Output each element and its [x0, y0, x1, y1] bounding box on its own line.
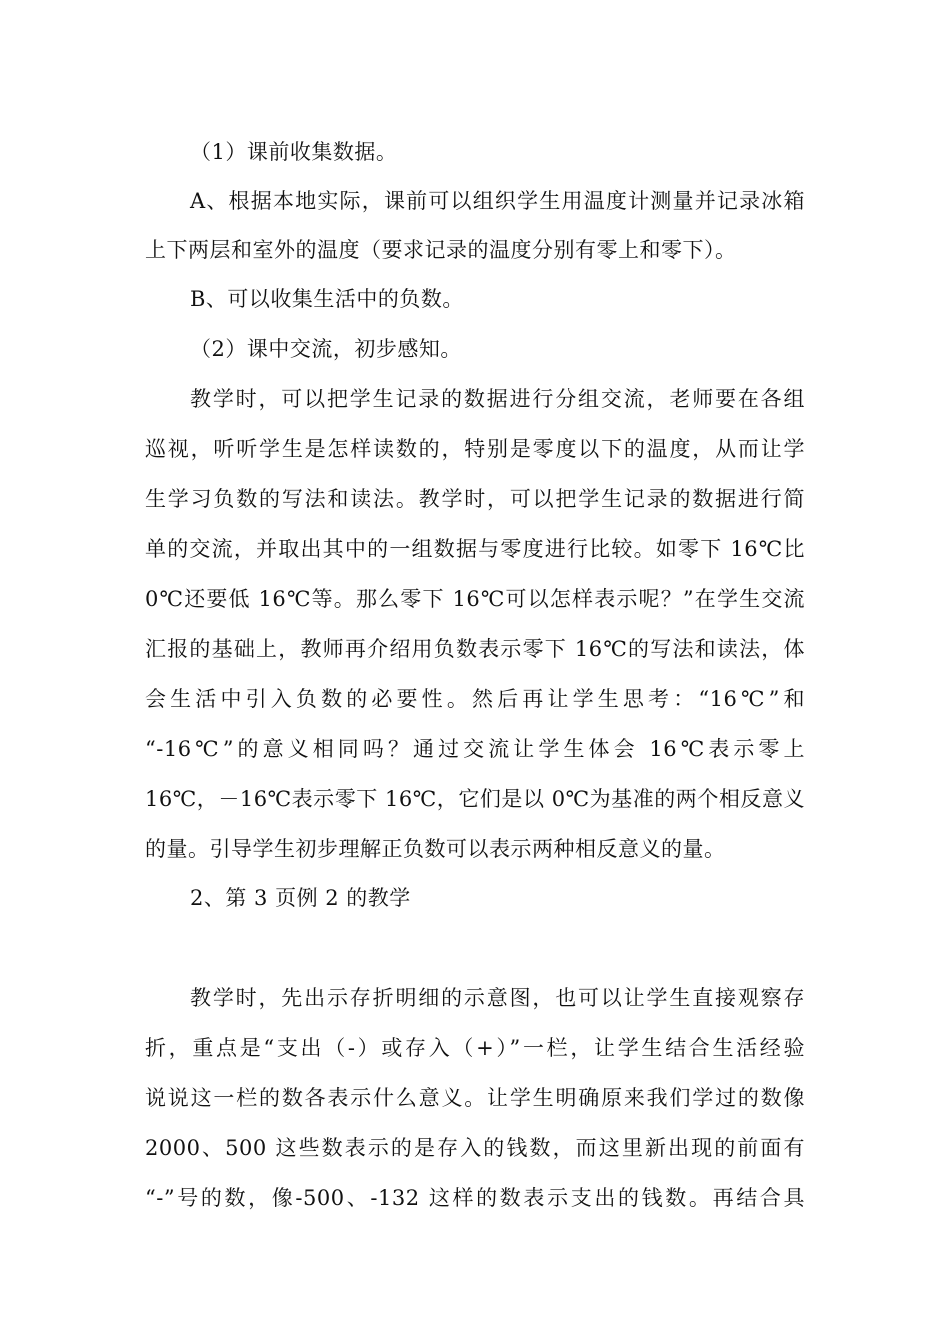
text-line: “-”号的数，像-500、-132 这样的数表示支出的钱数。再结合具	[145, 1186, 805, 1210]
text-line: 汇报的基础上，教师再介绍用负数表示零下 16℃的写法和读法，体	[145, 637, 805, 661]
text-line: 巡视，听听学生是怎样读数的，特别是零度以下的温度，从而让学	[145, 437, 805, 461]
text-line: 0℃还要低 16℃等。那么零下 16℃可以怎样表示呢？”在学生交流	[145, 587, 805, 611]
text-line: 教学时，可以把学生记录的数据进行分组交流，老师要在各组	[190, 387, 805, 411]
text-line: 2000、500 这些数表示的是存入的钱数，而这里新出现的前面有	[145, 1136, 805, 1160]
text-line: 单的交流，并取出其中的一组数据与零度进行比较。如零下 16℃比	[145, 537, 805, 561]
text-line: （1）课前收集数据。	[190, 140, 398, 164]
text-line: 说说这一栏的数各表示什么意义。让学生明确原来我们学过的数像	[145, 1086, 805, 1110]
text-line: “-16℃”的意义相同吗？通过交流让学生体会 16℃表示零上	[145, 737, 805, 761]
text-line: 上下两层和室外的温度（要求记录的温度分别有零上和零下）。	[145, 238, 737, 262]
text-line: 会生活中引入负数的必要性。然后再让学生思考：“16℃”和	[145, 687, 805, 711]
text-line: 教学时，先出示存折明细的示意图，也可以让学生直接观察存	[190, 986, 805, 1010]
section-heading: 2、第 3 页例 2 的教学	[190, 886, 411, 910]
text-line: 的量。引导学生初步理解正负数可以表示两种相反意义的量。	[145, 837, 726, 861]
text-line: 生学习负数的写法和读法。教学时，可以把学生记录的数据进行简	[145, 487, 805, 511]
text-line: B、可以收集生活中的负数。	[190, 287, 464, 311]
text-line: 16℃，－16℃表示零下 16℃，它们是以 0℃为基准的两个相反意义	[145, 787, 805, 811]
text-line: 折，重点是“支出（-）或存入（+）”一栏，让学生结合生活经验	[145, 1036, 805, 1060]
text-line: A、根据本地实际，课前可以组织学生用温度计测量并记录冰箱	[190, 189, 805, 213]
text-line: （2）课中交流，初步感知。	[190, 337, 462, 361]
